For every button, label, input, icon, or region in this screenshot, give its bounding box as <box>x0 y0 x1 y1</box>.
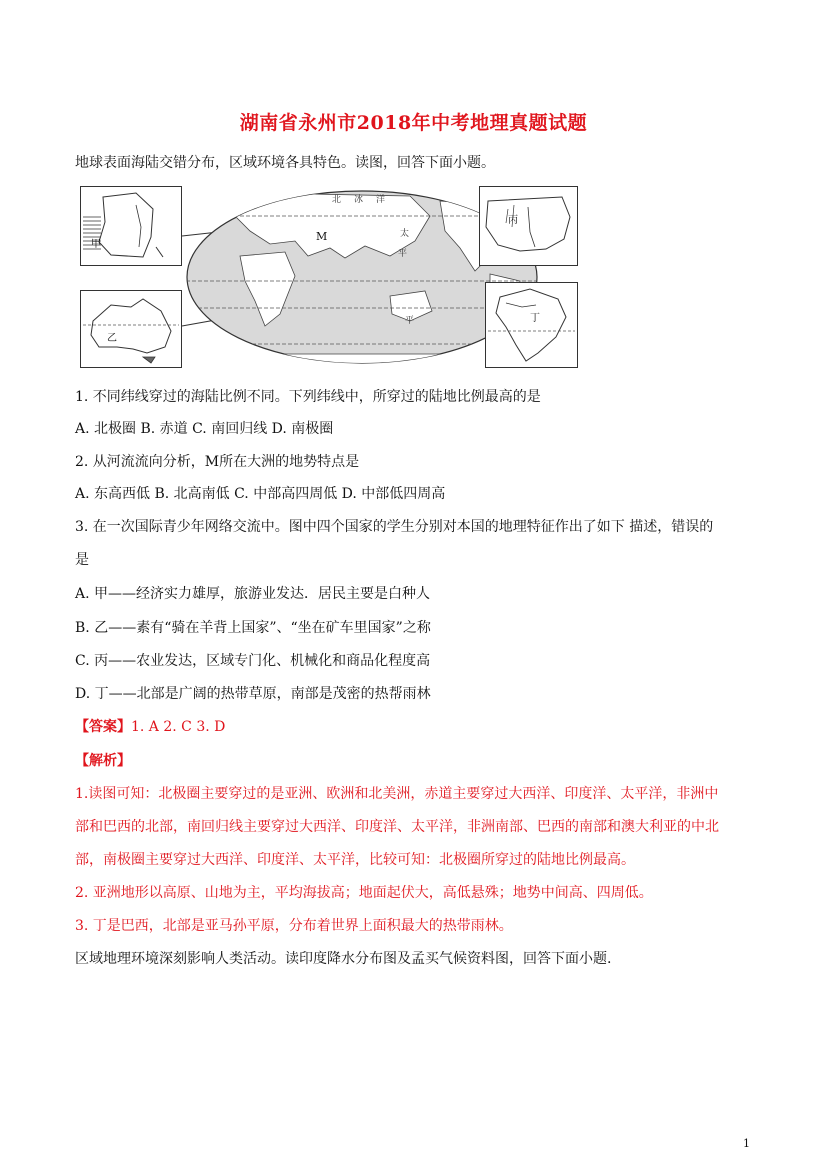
label-jia: 甲 <box>91 239 101 250</box>
label-yang: 洋 <box>376 195 386 205</box>
question-1-stem: 1. 不同纬线穿过的海陆比例不同。下列纬线中，所穿过的陆地比例最高的是 <box>75 389 541 405</box>
question-2-options: A. 东高西低 B. 北高南低 C. 中部高四周低 D. 中部低四周高 <box>75 486 446 502</box>
label-bei: 北 <box>332 195 342 205</box>
inset-france <box>80 186 182 266</box>
inset-usa <box>479 186 578 266</box>
question-3-option-c: C. 丙——农业发达，区域专门化、机械化和商品化程度高 <box>75 653 431 669</box>
analysis-label: 【解析】 <box>75 753 131 769</box>
label-tai: 太 <box>400 229 410 239</box>
question-1-options: A. 北极圈 B. 赤道 C. 南回归线 D. 南极圈 <box>75 421 334 437</box>
usa-outline <box>486 197 570 251</box>
world-map-figure <box>80 186 578 368</box>
question-3-stem: 3. 在一次国际青少年网络交流中。图中四个国家的学生分别对本国的地理特征作出了如下 描述，错误的 <box>75 519 714 535</box>
label-M: M <box>316 230 328 243</box>
question-2-stem: 2. 从河流流向分析，M所在大洲的地势特点是 <box>75 454 360 470</box>
label-bing: 丙 <box>508 215 518 226</box>
question-3-option-b: B. 乙——素有“骑在羊背上国家”、“坐在矿车里国家”之称 <box>75 620 431 636</box>
label-ding: 丁 <box>530 313 540 324</box>
analysis-line-5: 3. 丁是巴西，北部是亚马孙平原，分布着世界上面积最大的热带雨林。 <box>75 918 513 934</box>
france-outline <box>99 193 153 257</box>
corsica-mark <box>156 247 163 257</box>
analysis-line-1: 1.读图可知：北极圈主要穿过的是亚洲、欧洲和北美洲，赤道主要穿过大西洋、印度洋、太平洋，非洲中 <box>75 786 719 802</box>
analysis-line-4: 2. 亚洲地形以高原、山地为主，平均海拔高；地面起伏大，高低悬殊；地势中间高、四周低。 <box>75 885 653 901</box>
australia-outline <box>91 299 171 353</box>
answer-value: 1. A 2. C 3. D <box>131 719 226 735</box>
question-3-stem-cont: 是 <box>75 552 89 568</box>
page-title: 湖南省永州市2018年中考地理真题试题 <box>239 112 588 134</box>
question-3-option-a: A. 甲——经济实力雄厚，旅游业发达．居民主要是白种人 <box>75 586 431 602</box>
tasmania-shape <box>143 357 155 363</box>
label-yi: 乙 <box>107 333 117 344</box>
label-bingyang: 冰 <box>354 195 364 205</box>
answer-line <box>75 716 225 736</box>
inset-brazil <box>485 282 578 368</box>
page-number: 1 <box>743 1137 750 1150</box>
intro-text: 地球表面海陆交错分布，区域环境各具特色。读图，回答下面小题。 <box>75 155 495 171</box>
label-ping: 平 <box>398 249 408 259</box>
analysis-line-2: 部和巴西的北部，南回归线主要穿过大西洋、印度洋、太平洋，非洲南部、巴西的南部和澳大利亚的中北 <box>75 819 719 835</box>
label-ping-south: 平 <box>405 316 415 326</box>
question-3-option-d: D. 丁——北部是广阔的热带草原，南部是茂密的热帮雨林 <box>75 686 431 702</box>
answer-label: 【答案】 <box>75 719 131 735</box>
inset-australia <box>80 290 182 368</box>
outro-text: 区域地理环境深刻影响人类活动。读印度降水分布图及孟买气候资料图，回答下面小题. <box>75 951 612 967</box>
brazil-outline <box>496 289 566 361</box>
analysis-line-3: 部，南极圈主要穿过大西洋、印度洋、太平洋，比较可知：北极圈所穿过的陆地比例最高。 <box>75 852 635 868</box>
